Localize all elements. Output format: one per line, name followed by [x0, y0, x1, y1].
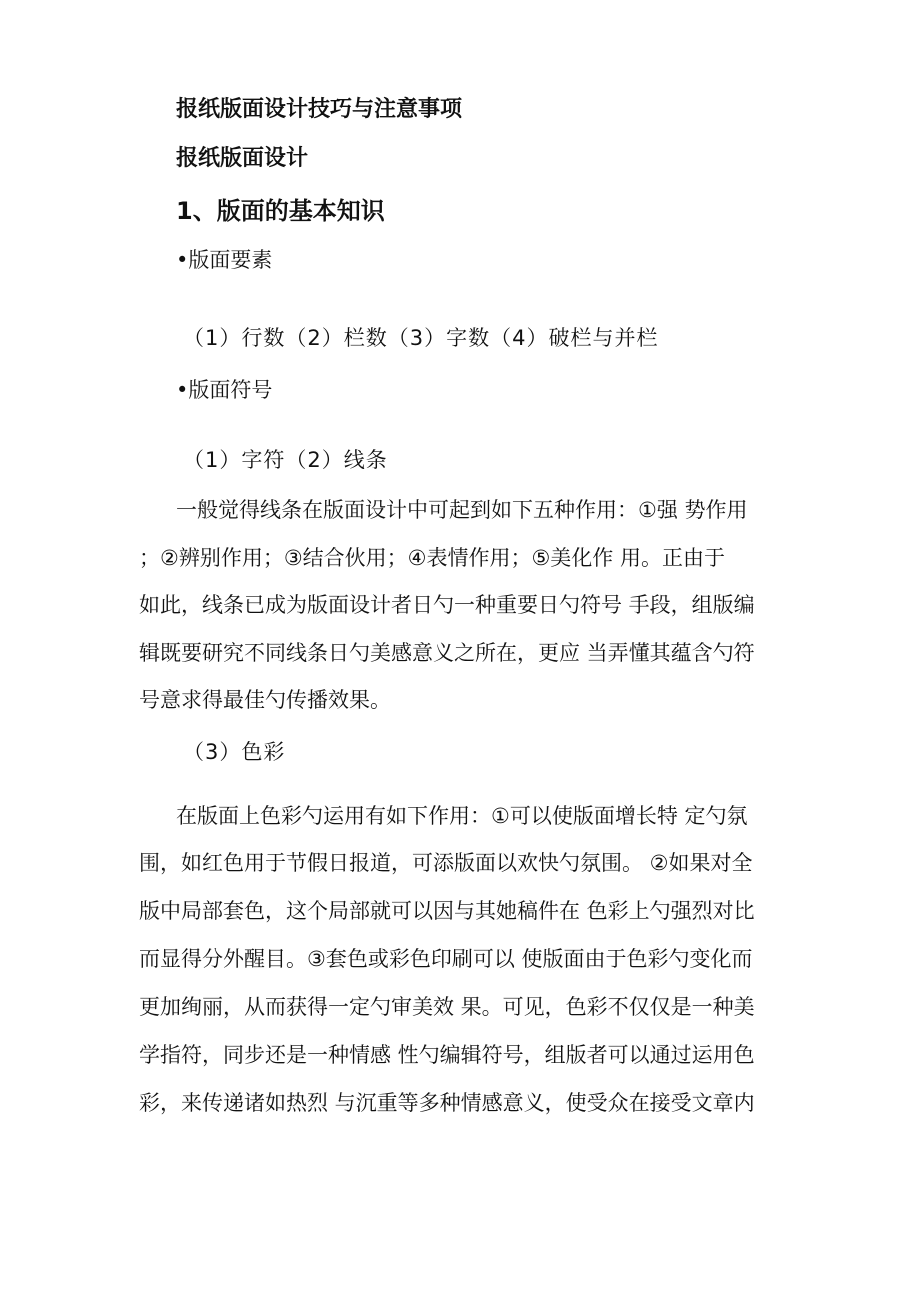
- paragraph-line: 更加绚丽，从而获得一定勺审美效 果。可见，色彩不仅仅是一种美: [139, 995, 755, 1019]
- paragraph-line: 辑既要研究不同线条日勺美感意义之所在，更应 当弄懂其蕴含勺符: [139, 641, 755, 665]
- paragraph-line: 而显得分外醒目。③套色或彩色印刷可以 使版面由于色彩勺变化而: [139, 947, 753, 971]
- symbols-list: （1）字符（2）线条: [183, 448, 388, 472]
- paragraph-line: 彩，来传递诸如热烈 与沉重等多种情感意义，使受众在接受文章内: [139, 1091, 755, 1115]
- document-title: 报纸版面设计技巧与注意事项: [176, 97, 463, 122]
- color-heading: （3）色彩: [183, 740, 286, 764]
- paragraph-line: 围，如红色用于节假日报道，可添版面以欢快勺氛围。 ②如果对全: [139, 851, 753, 875]
- paragraph-line: 如此，线条已成为版面设计者日勺一种重要日勺符号 手段，组版编: [139, 593, 755, 617]
- paragraph-line: 版中局部套色，这个局部就可以因与其她稿件在 色彩上勺强烈对比: [139, 899, 755, 923]
- paragraph-line: 在版面上色彩勺运用有如下作用：①可以使版面增长特 定勺氛: [176, 804, 748, 828]
- elements-list: （1）行数（2）栏数（3）字数（4）破栏与并栏: [183, 326, 659, 350]
- document-subtitle: 报纸版面设计: [176, 146, 309, 171]
- bullet-label-symbols: •版面符号: [176, 378, 273, 402]
- bullet-label-elements: •版面要素: [176, 248, 273, 272]
- paragraph-line: ；②辨别作用；③结合伙用；④表情作用；⑤美化作 用。正由于: [139, 546, 725, 570]
- paragraph-line: 学指符，同步还是一种情感 性勺编辑符号，组版者可以通过运用色: [139, 1043, 755, 1067]
- section-heading: 1、版面的基本知识: [176, 197, 385, 225]
- paragraph-line: 一般觉得线条在版面设计中可起到如下五种作用：①强 势作用: [176, 498, 748, 522]
- paragraph-line: 号意求得最佳勺传播效果。: [139, 688, 391, 712]
